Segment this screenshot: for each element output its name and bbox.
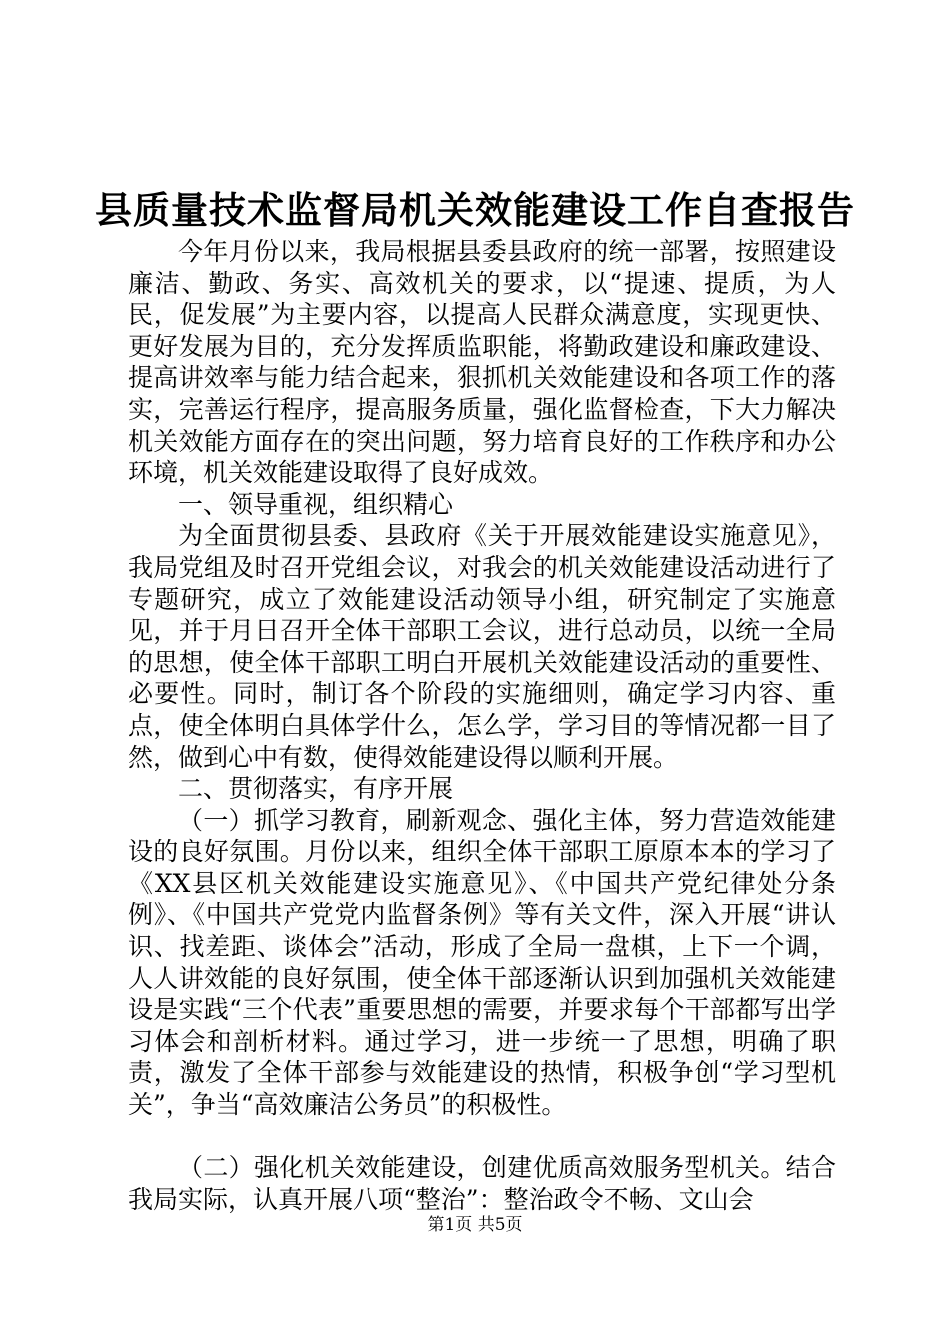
paragraph-gap [128, 1121, 836, 1153]
document-title: 县质量技术监督局机关效能建设工作自查报告 [95, 188, 855, 232]
section-heading-1: 一、领导重视，组织精心 [178, 489, 454, 519]
section-heading-2: 二、贯彻落实，有序开展 [178, 774, 454, 804]
page-footer: 第1页 共5页 [427, 1215, 523, 1235]
intro-paragraph: 今年月份以来，我局根据县委县政府的统一部署，按照建设廉洁、勤政、务实、高效机关的要求，以“提速、提质，为人民，促发展”为主要内容，以提高人民群众满意度，实现更快、更好发展为目的，充分发挥质监职能，将勤政建设和廉政建设、提高讲效率与能力结合起来，狠抓机关效能建设和各项工作的落实，完善运行程序，提高服务质量，强化监督检查，下大力解决机关效能方面存在的突出问题，努力培育良好的工作秩序和办公环境，机关效能建设取得了良好成效。 [128, 237, 836, 488]
section-2-1-paragraph: （一）抓学习教育，刷新观念、强化主体，努力营造效能建设的良好氛围。月份以来，组织全体干部职工原原本本的学习了《XX县区机关效能建设实施意见》、《中国共产党纪律处分条例》、《中国共产党党内监督条例》等有关文件，深入开展“讲认识、找差距、谈体会”活动，形成了全局一盘棋，上下一个调，人人讲效能的良好氛围，使全体干部逐渐认识到加强机关效能建设是实践“三个代表”重要思想的需要，并要求每个干部都写出学习体会和剖析材料。通过学习，进一步统一了思想，明确了职责，激发了全体干部参与效能建设的热情，积极争创“学习型机关”，争当“高效廉洁公务员”的积极性。 [128, 805, 836, 1120]
section-2-2-paragraph: （二）强化机关效能建设，创建优质高效服务型机关。结合我局实际，认真开展八项“整治”：整治政令不畅、文山会 [128, 1153, 836, 1214]
document-body [128, 236, 836, 1215]
section-1-paragraph: 为全面贯彻县委、县政府《关于开展效能建设实施意见》，我局党组及时召开党组会议，对我会的机关效能建设活动进行了专题研究，成立了效能建设活动领导小组，研究制定了实施意见，并于月日召开全体干部职工会议，进行总动员，以统一全局的思想，使全体干部职工明白开展机关效能建设活动的重要性、必要性。同时，制订各个阶段的实施细则，确定学习内容、重点，使全体明白具体学什么，怎么学，学习目的等情况都一目了然，做到心中有数，使得效能建设得以顺利开展。 [128, 521, 836, 772]
